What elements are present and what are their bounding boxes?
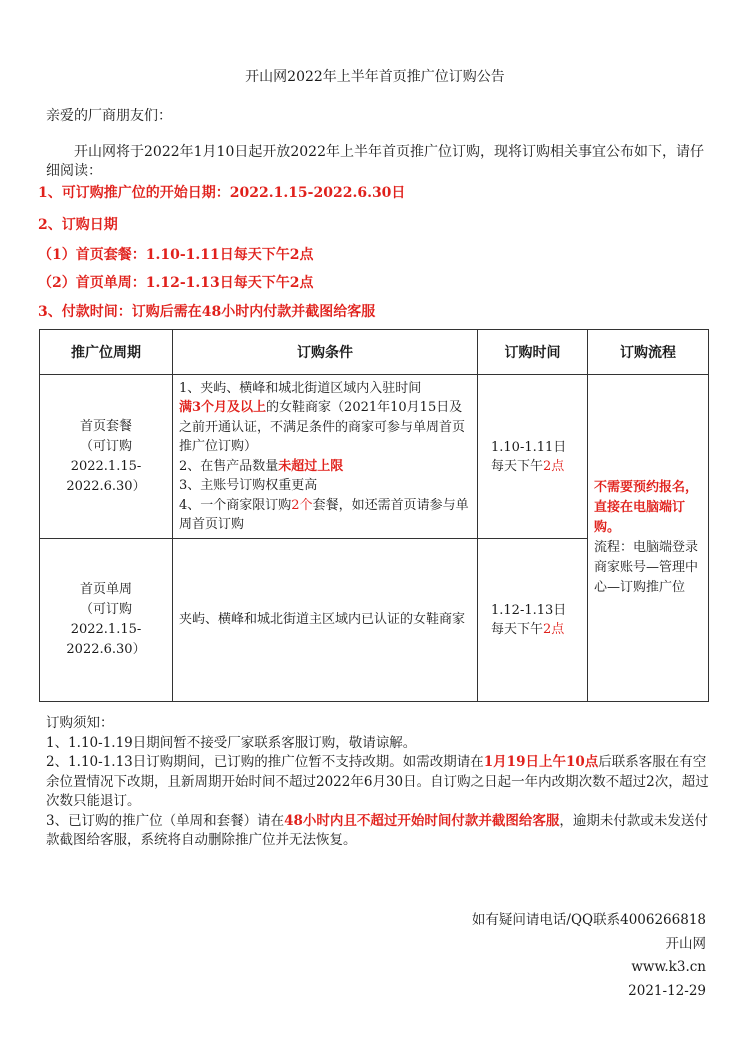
condition-line xyxy=(179,457,471,477)
period-line: 2022.1.15- xyxy=(70,622,142,637)
table-row xyxy=(40,375,709,539)
item-start-date: 1、可订购推广位的开始日期：2022.1.15-2022.6.30日 xyxy=(38,185,406,201)
condition-highlight: 满3个月及以上 xyxy=(179,400,267,415)
process-cell xyxy=(588,375,709,702)
page-title: 开山网2022年上半年首页推广位订购公告 xyxy=(245,69,505,85)
time-line xyxy=(491,620,587,639)
header-process: 订购流程 xyxy=(588,330,709,375)
period-line: 2022.6.30） xyxy=(66,478,146,494)
note-1: 1、1.10-1.19日期间暂不接受厂家联系客服订购，敬请谅解。 xyxy=(46,734,417,751)
note-text: 3、已订购的推广位（单周和套餐）请在 xyxy=(46,812,285,829)
footer-date: 2021-12-29 xyxy=(628,982,706,999)
period-line: （可订购 xyxy=(79,602,132,617)
promotion-table xyxy=(39,329,709,702)
note-highlight: 1月19日上午10点 xyxy=(483,754,599,770)
condition-line: 夹屿、横峰和城北街道主区域内已认证的女鞋商家 xyxy=(179,612,466,628)
time-text: 每天下午 xyxy=(491,622,544,637)
item-order-date-single-week: （2）首页单周：1.12-1.13日每天下午2点 xyxy=(38,275,314,291)
header-condition: 订购条件 xyxy=(173,330,478,375)
time-text: 每天下午 xyxy=(491,458,544,474)
note-text: ，逾期未付款或未发送付款截图给客服，系统将自动删除推广位并无法恢复。 xyxy=(46,812,708,848)
condition-text: 的女鞋商家（2021年10月15日及之前开通认证，不满足条件的商家可参与单周首页推广位订购） xyxy=(179,400,466,454)
period-line: （可订购 xyxy=(79,438,132,454)
condition-highlight: 2个 xyxy=(291,497,313,513)
condition-highlight: 未超过上限 xyxy=(278,458,344,474)
condition-text: 2、在售产品数量 xyxy=(179,458,279,474)
footer xyxy=(472,909,706,1003)
time-line: 1.10-1.11日 xyxy=(491,439,567,455)
item-order-date: 2、订购日期 xyxy=(38,217,118,233)
note-highlight: 48小时内且不超过开始时间付款并截图给客服 xyxy=(284,812,560,829)
condition-cell xyxy=(173,375,478,539)
condition-text: 4、一个商家限订购 xyxy=(179,497,292,513)
header-period: 推广位周期 xyxy=(40,330,173,375)
period-line: 2022.1.15- xyxy=(70,458,142,474)
note-text: 后联系客服在有空余位置情况下改期，且新周期开始时间不超过2022年6月30日。自订购之日起一年内改期次数不超过2次，超过次数只能退订。 xyxy=(46,754,709,809)
note-text: 2、1.10-1.13日订购期间，已订购的推广位暂不支持改期。如需改期请在 xyxy=(46,754,484,770)
period-line: 2022.6.30） xyxy=(66,642,146,657)
notes-heading: 订购须知： xyxy=(46,715,114,731)
header-time: 订购时间 xyxy=(478,330,588,375)
item-payment-time: 3、付款时间：订购后需在48小时内付款并截图给客服 xyxy=(38,304,376,320)
condition-line xyxy=(179,398,471,457)
condition-line: 1、夹屿、横峰和城北街道区域内入驻时间 xyxy=(179,380,422,396)
period-line: 首页套餐 xyxy=(79,418,132,434)
process-text: 流程：电脑端登录商家账号—管理中心—订购推广位 xyxy=(594,540,699,595)
process-highlight: 不需要预约报名，直接在电脑端订购。 xyxy=(594,480,699,535)
time-cell xyxy=(478,539,588,702)
time-highlight: 2点 xyxy=(543,622,565,637)
time-line xyxy=(491,457,587,476)
order-notes xyxy=(46,714,710,851)
condition-text: 套餐，如还需首页请参与单周首页订购 xyxy=(179,497,469,532)
footer-contact: 如有疑问请电话/QQ联系4006266818 xyxy=(471,912,706,928)
condition-line: 3、主账号订购权重更高 xyxy=(179,478,318,493)
period-cell xyxy=(40,375,173,539)
intro-paragraph: 开山网将于2022年1月10日起开放2022年上半年首页推广位订购，现将订购相关事宜公布如下，请仔细阅读： xyxy=(46,144,704,179)
condition-line xyxy=(179,496,471,535)
footer-company: 开山网 xyxy=(665,935,706,952)
time-line: 1.12-1.13日 xyxy=(491,603,567,618)
period-cell xyxy=(40,539,173,702)
note-3 xyxy=(46,812,710,851)
greeting: 亲爱的厂商朋友们： xyxy=(46,108,172,124)
period-line: 首页单周 xyxy=(79,582,132,597)
item-order-date-package: （1）首页套餐：1.10-1.11日每天下午2点 xyxy=(38,247,314,263)
note-2 xyxy=(46,753,710,812)
time-cell xyxy=(478,375,588,539)
time-highlight: 2点 xyxy=(543,458,565,474)
footer-website: www.k3.cn xyxy=(631,959,706,975)
table-header-row xyxy=(40,330,709,375)
condition-cell xyxy=(173,539,478,702)
